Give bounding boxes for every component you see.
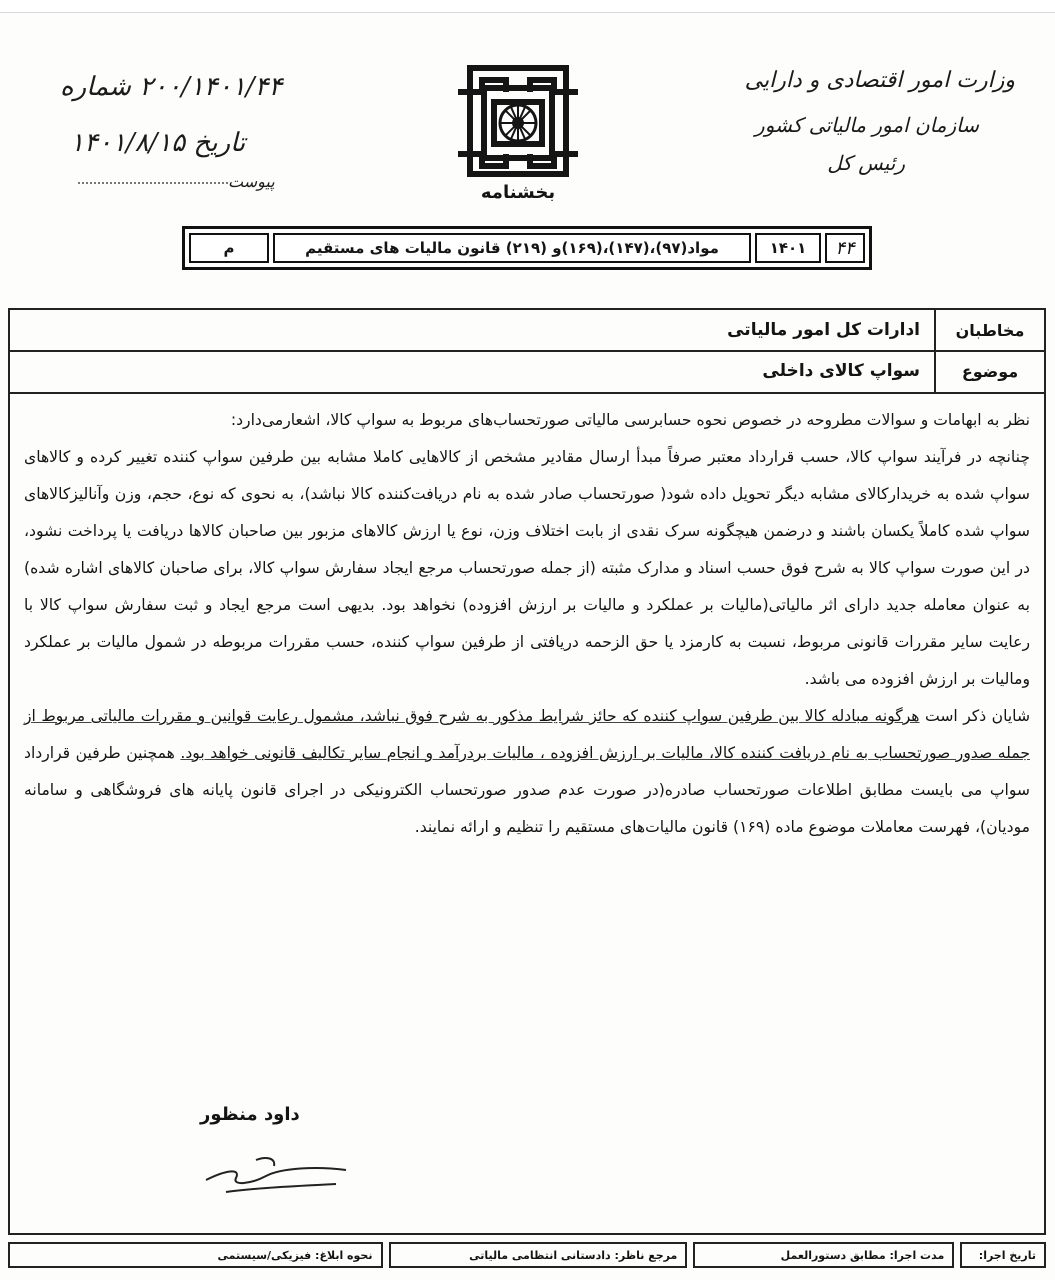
ministry-header (745, 68, 1015, 175)
execution-period: مدت اجرا: مطابق دستورالعمل (693, 1242, 954, 1268)
footer-bar (8, 1240, 1046, 1270)
addressee-label: مخاطبان (934, 310, 1044, 350)
subject-row (10, 350, 1044, 394)
top-margin (0, 0, 1055, 13)
reference-subject: مواد(۹۷)،(۱۴۷)،(۱۶۹)و (۲۱۹) قانون مالیات های مستقیم (273, 233, 751, 263)
reference-type: م (189, 233, 269, 263)
paragraph-note-underlined: هرگونه مبادله کالا بین طرفین سواپ کننده که حائز شرایط مذکور به شرح فوق نباشد، مشمول رعایت قوانین و مقررات مالیاتی مربوط از جمله صدور صورتحساب به نام دریافت کننده کالا، مالیات بر ارزش افزوده ، مالیات بردرآمد و انجام سایر تکالیف قانونی خواهد بود. (24, 707, 1030, 762)
signature (196, 1140, 366, 1200)
memo-table (8, 308, 1046, 1235)
circular-number: ۲۰۰/۱۴۰۱/۴۴ شماره (60, 72, 283, 102)
ministry-line2: سازمان امور مالیاتی کشور (755, 113, 979, 137)
memo-body (24, 402, 1030, 846)
subject-label: موضوع (934, 350, 1044, 392)
reference-bar (182, 226, 872, 270)
circular-date: تاریخ ۱۴۰۱/۸/۱۵ (70, 128, 246, 158)
signatory-name: داود منظور (200, 1104, 300, 1125)
execution-date: تاریخ اجرا: (960, 1242, 1046, 1268)
reference-number: ۴۴ (825, 233, 865, 263)
addressee-row (10, 310, 1044, 352)
ministry-line1: وزارت امور اقتصادی و دارایی (744, 68, 1015, 93)
notification-method: نحوه ابلاغ: فیزیکی/سیستمی (8, 1242, 382, 1268)
supervisory-authority: مرجع ناظر: دادستانی انتظامی مالیاتی (389, 1242, 688, 1268)
paragraph-note-start: شایان ذکر است (919, 707, 1031, 725)
paragraph-intro: نظر به ابهامات و سوالات مطروحه در خصوص نحوه حسابرسی مالیاتی صورتحساب‌های مربوط به سواپ کالا، اشعارمی‌دارد: (230, 411, 1030, 429)
tax-organization-logo (448, 58, 588, 188)
circular-label: بخشنامه (480, 182, 556, 203)
addressee-value: ادارات کل امور مالیاتی (727, 320, 920, 340)
reference-year: ۱۴۰۱ (755, 233, 821, 263)
paragraph-main: چنانچه در فرآیند سواپ کالا، حسب قرارداد معتبر صرفاً مبدأ ارسال مقادیر مشخص از کالاهایی کاملا مشابه بین طرفین سواپ کننده تغییر کرده و کالاهای سواپ شده به خریدارکالای مشابه دیگر تحویل داده شود( صورتحساب صادر شده به نام دریافت‌کننده کالا نباشد)، به نحوی که نوع، حجم، وزن وآنالیزکالاهای سواپ شده کاملاً یکسان باشند و درضمن هیچگونه سرک نقدی از بابت اختلاف وزن، نوع یا ارزش کالاهای مزبور بین صاحبان کالاها دریافت یا پرداخت نشود، در این صورت سواپ کالا به شرح فوق حسب اسناد و مدارک مثبته (از جمله صورتحساب مرجع ایجاد سفارش سواپ کالا، برای صاحبان کالاهای اشاره شده) به عنوان معامله جدید دارای اثر مالیاتی(مالیات بر عملکرد و مالیات بر ارزش افزوده) نخواهد بود. بدیهی است مرجع ایجاد و ثبت سفارش سواپ کالا با رعایت سایر مقررات قانونی مربوط، نسبت به کارمزد یا حق الزحمه دریافتی از طرفین سواپ کننده، حسب مقررات مربوطه در شمول مالیات بر عملکرد ومالیات بر ارزش افزوده می باشد. (24, 448, 1030, 688)
paragraph-note-rest: همچنین طرفین قرارداد سواپ می بایست مطابق اطلاعات صورتحساب صادره(در صورت عدم صدور صورتحساب الکترونیکی در اجرای قانون پایانه های فروشگاهی و سامانه مودیان)، فهرست معاملات موضوع ماده (۱۶۹) قانون مالیات‌های مستقیم را تنظیم و ارائه نمایند. (24, 744, 1030, 836)
attachment-dotted-line (78, 182, 228, 184)
attachment-label: پیوست (228, 172, 275, 191)
ministry-line3: رئیس کل (827, 151, 905, 175)
paragraph-note (24, 698, 1030, 846)
subject-value: سواپ کالای داخلی (762, 361, 920, 381)
